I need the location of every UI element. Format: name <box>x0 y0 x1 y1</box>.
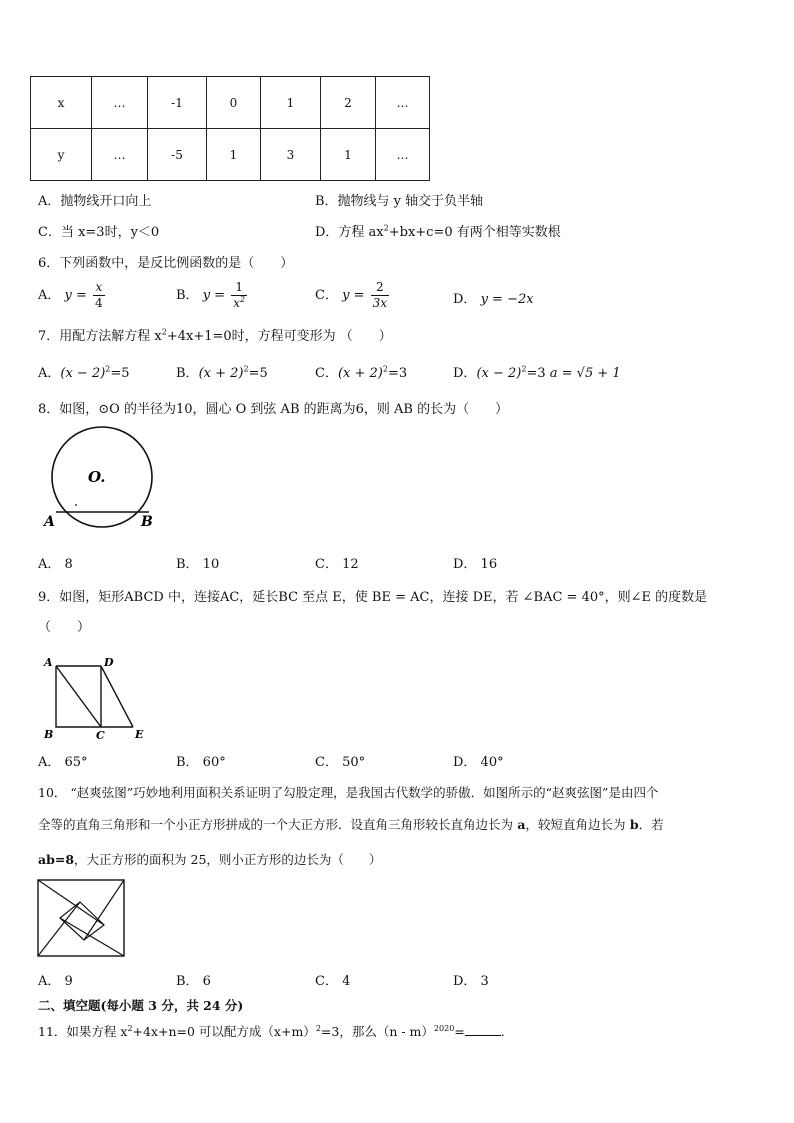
q7-d-sup: 2 <box>521 364 527 374</box>
label-a: A <box>44 514 55 530</box>
q5-d-sup: 2 <box>383 223 389 233</box>
q6-a-lhs: y = <box>64 288 87 303</box>
q7-a-rhs: =5 <box>110 366 130 381</box>
q5-d-post: +bx+c=0 有两个相等实数根 <box>388 225 561 240</box>
q10-line2-mid: ，较短直角边长为 <box>525 817 626 832</box>
q10-option-c: C． 4 <box>315 974 351 989</box>
q11-sup3: 2020 <box>433 1023 455 1033</box>
q6-d-expr: y = −2x <box>480 292 534 307</box>
q10-option-b: B． 6 <box>176 974 211 989</box>
q7-d-rhs: =3 <box>526 366 546 381</box>
q10-var-b: b <box>625 817 639 832</box>
table-cell: 0 <box>207 77 261 129</box>
q6-a-label: A． <box>38 288 61 303</box>
rectangle-figure <box>38 652 153 742</box>
q6-option-d <box>453 288 534 307</box>
q11-mid2: =3，那么（n - m） <box>320 1024 434 1039</box>
label-b: B <box>141 514 153 530</box>
q9-stem-cont: （ ） <box>38 620 91 635</box>
q7-b-label: B． <box>176 366 199 381</box>
q7-stem <box>38 325 392 344</box>
q6-a-den: 4 <box>95 296 103 310</box>
table-row-x <box>31 77 430 129</box>
q7-a-base: (x − 2) <box>60 366 106 381</box>
q9-option-c: C． 50° <box>315 755 366 770</box>
q6-option-c <box>315 280 391 311</box>
q7-b-rhs: =5 <box>248 366 268 381</box>
q5-d-pre: D．方程 ax <box>315 225 384 240</box>
q7-d-base: (x − 2) <box>476 366 522 381</box>
circle-figure <box>40 425 165 535</box>
q6-a-fraction <box>93 280 105 311</box>
q7-option-a <box>38 362 130 381</box>
zhaoshuang-figure <box>36 878 128 958</box>
q10-line2-post: ．若 <box>638 817 664 832</box>
table-cell: … <box>376 129 430 181</box>
table-cell: … <box>92 77 148 129</box>
hyp-line-4 <box>38 902 80 956</box>
q11-sup2: 2 <box>315 1023 321 1033</box>
q10-var-a: a <box>513 817 526 832</box>
q5-option-c: C．当 x=3时，y＜0 <box>38 225 160 240</box>
q6-b-den-base: x <box>233 296 240 310</box>
q6-b-den-sup: 2 <box>240 295 246 304</box>
q11-eq: = <box>454 1024 465 1039</box>
table-cell: 1 <box>207 129 261 181</box>
q9-option-b: B． 60° <box>176 755 226 770</box>
label-c: C <box>96 729 105 742</box>
q7-c-base: (x + 2) <box>337 366 383 381</box>
table-cell: 1 <box>321 129 376 181</box>
q7-a-label: A． <box>38 366 61 381</box>
q5-option-a: A．抛物线开口向上 <box>38 194 152 209</box>
q8-option-b: B． 10 <box>176 557 220 572</box>
table-cell: 3 <box>261 129 321 181</box>
q11-sup1: 2 <box>127 1023 133 1033</box>
q7-option-c <box>315 362 407 381</box>
q7-c-label: C． <box>315 366 338 381</box>
q10-stem-line1: 10． “赵爽弦图”巧妙地利用面积关系证明了勾股定理，是我国古代数学的骄傲．如图所示的“赵爽弦图”是由四个 <box>38 785 659 800</box>
hyp-line-1 <box>38 880 104 925</box>
label-b: B <box>44 728 54 741</box>
label-a: A <box>44 656 53 669</box>
q10-option-d: D． 3 <box>453 974 489 989</box>
q6-a-num: x <box>93 280 105 296</box>
q10-line2-pre: 全等的直角三角形和一个小正方形拼成的一个大正方形．设直角三角形较长直角边长为 <box>38 817 514 832</box>
q6-c-num: 2 <box>371 280 389 296</box>
segment-de <box>101 666 133 727</box>
table-cell: 1 <box>261 77 321 129</box>
label-o: O. <box>88 468 106 486</box>
q6-b-den <box>231 296 247 311</box>
q7-stem-sup: 2 <box>161 327 167 337</box>
big-square <box>38 880 124 956</box>
q6-b-num: 1 <box>231 280 247 296</box>
diagonal-ac <box>56 666 101 727</box>
q6-c-fraction <box>371 280 389 311</box>
table-row-y <box>31 129 430 181</box>
q7-c-rhs: =3 <box>387 366 408 381</box>
q11-pre: 11．如果方程 x <box>38 1024 128 1039</box>
q7-a-sup: 2 <box>105 364 111 374</box>
q10-ab-eq: ab=8 <box>38 852 75 867</box>
q9-option-a: A． 65° <box>38 755 88 770</box>
answer-blank[interactable] <box>465 1023 501 1036</box>
q9-option-d: D． 40° <box>453 755 504 770</box>
q6-b-lhs: y = <box>202 288 226 303</box>
q7-c-sup: 2 <box>382 364 388 374</box>
table-cell: … <box>92 129 148 181</box>
q6-option-a <box>38 280 107 311</box>
q6-stem: 6．下列函数中，是反比例函数的是（ ） <box>38 256 294 271</box>
q7-b-base: (x + 2) <box>198 366 244 381</box>
q6-option-b <box>176 280 249 311</box>
center-dot <box>75 504 77 506</box>
q5-option-d <box>315 221 561 240</box>
table-cell: 2 <box>321 77 376 129</box>
table-cell: … <box>376 77 430 129</box>
q10-stem-line3 <box>38 850 381 868</box>
q11-stem <box>38 1022 505 1040</box>
table-cell: -5 <box>148 129 207 181</box>
section-heading: 二、填空题(每小题 3 分，共 24 分) <box>38 998 244 1013</box>
label-e: E <box>135 728 144 741</box>
table-cell: -1 <box>148 77 207 129</box>
table-cell: y <box>31 129 92 181</box>
hyp-line-3 <box>60 918 124 956</box>
q8-option-d: D． 16 <box>453 557 498 572</box>
q6-c-lhs: y = <box>342 288 365 303</box>
q11-end: . <box>500 1024 505 1039</box>
q5-option-b: B．抛物线与 y 轴交于负半轴 <box>315 194 484 209</box>
q6-d-label: D． <box>453 292 477 307</box>
q11-mid: +4x+n=0 可以配方成（x+m） <box>132 1024 316 1039</box>
q8-option-c: C． 12 <box>315 557 359 572</box>
q6-b-fraction <box>231 280 247 311</box>
q10-option-a: A． 9 <box>38 974 73 989</box>
q9-stem: 9．如图，矩形ABCD 中，连接AC，延长BC 至点 E，使 BE = AC，连接 DE，若 ∠BAC = 40°，则∠E 的度数是 <box>38 590 708 605</box>
table-cell: x <box>31 77 92 129</box>
q7-d-label: D． <box>453 366 477 381</box>
q7-stem-post: +4x+1=0时，方程可变形为 （ ） <box>166 329 392 344</box>
q7-option-b <box>176 362 268 381</box>
q6-c-den: 3x <box>372 296 388 310</box>
q7-d-extra: a = √5 + 1 <box>549 366 621 381</box>
q10-stem-line2 <box>38 815 664 833</box>
q8-stem: 8．如图，⊙O 的半径为10，圆心 O 到弦 AB 的距离为6，则 AB 的长为（ ） <box>38 402 509 417</box>
q7-option-d <box>453 362 621 381</box>
q7-stem-pre: 7．用配方法解方程 x <box>38 329 162 344</box>
q10-line3-post: ，大正方形的面积为 25，则小正方形的边长为（ ） <box>74 852 382 867</box>
value-table <box>30 76 430 181</box>
q8-option-a: A． 8 <box>38 557 73 572</box>
q7-b-sup: 2 <box>243 364 249 374</box>
q6-c-label: C． <box>315 288 338 303</box>
label-d: D <box>104 656 114 669</box>
hyp-line-2 <box>84 880 124 940</box>
q6-b-label: B． <box>176 288 199 303</box>
